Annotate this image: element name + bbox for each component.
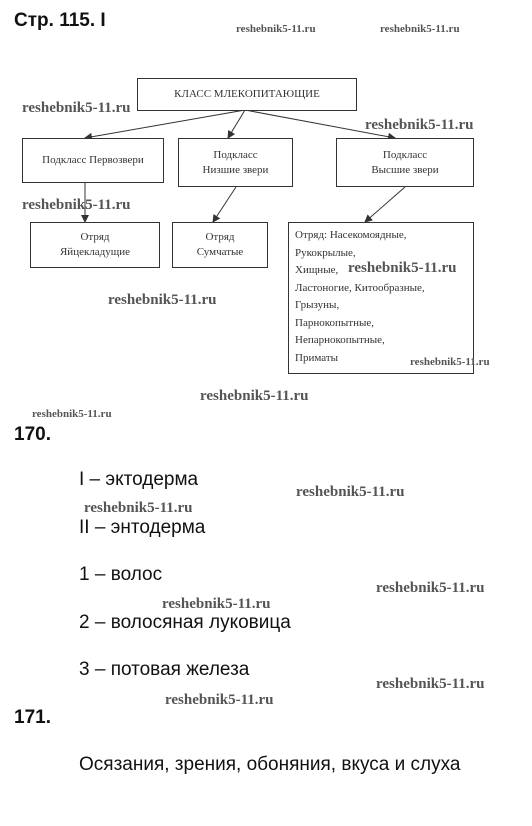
- watermark: reshebnik5-11.ru: [410, 356, 490, 368]
- arrow-subclass-2-to-order-2: [213, 187, 236, 222]
- order-3-line-3: Хищные,: [295, 264, 339, 276]
- task-170-item-1: I – эктодерма: [79, 469, 199, 490]
- order-3-line-1: Отряд: Насекомоядные,: [295, 229, 407, 241]
- watermark: reshebnik5-11.ru: [365, 117, 474, 133]
- diagram-order-1: [30, 222, 160, 268]
- task-171-answer: Осязания, зрения, обоняния, вкуса и слуха: [79, 754, 461, 775]
- watermark: reshebnik5-11.ru: [376, 580, 485, 596]
- page-title: Стр. 115. I: [14, 10, 106, 31]
- watermark: reshebnik5-11.ru: [32, 408, 112, 420]
- watermark: reshebnik5-11.ru: [380, 23, 460, 35]
- order-3-line-2: Рукокрылые,: [295, 246, 356, 259]
- watermark: reshebnik5-11.ru: [200, 388, 309, 404]
- watermark: reshebnik5-11.ru: [376, 676, 485, 692]
- subclass-3-line-1: Подкласс: [382, 148, 428, 161]
- order-3-line-6: Парнокопытные,: [295, 316, 374, 329]
- watermark: reshebnik5-11.ru: [108, 292, 217, 308]
- order-3-line-7: Непарнокопытные,: [295, 334, 385, 346]
- subclass-2-line-2: Низшие звери: [202, 163, 269, 176]
- task-170-number: 170.: [14, 424, 51, 445]
- task-170-item-2: II – энтодерма: [79, 517, 206, 538]
- diagram-root-label: КЛАСС МЛЕКОПИТАЮЩИЕ: [174, 88, 320, 100]
- watermark: reshebnik5-11.ru: [162, 596, 271, 612]
- order-3-line-8: Приматы: [295, 351, 339, 364]
- order-2-line-2: Сумчатые: [196, 246, 244, 258]
- task-170-item-5: 3 – потовая железа: [79, 659, 250, 680]
- order-3-line-5: Грызуны,: [295, 299, 340, 311]
- diagram-subclass-1: [22, 138, 164, 183]
- order-2-line-1: Отряд: [205, 231, 235, 243]
- watermark: reshebnik5-11.ru: [236, 23, 316, 35]
- watermark: reshebnik5-11.ru: [165, 692, 274, 708]
- task-170-item-4: 2 – волосяная луковица: [79, 612, 291, 633]
- diagram-subclass-2: [178, 138, 293, 187]
- watermark: reshebnik5-11.ru: [22, 100, 131, 116]
- order-1-line-2: Яйцекладущие: [59, 246, 131, 258]
- order-1-line-1: Отряд: [80, 231, 110, 243]
- diagram-order-3: [288, 222, 474, 374]
- subclass-1-line-1: Подкласс Первозвери: [42, 154, 144, 166]
- arrow-root-to-subclass-2: [228, 110, 245, 138]
- diagram-order-2: [172, 222, 268, 268]
- task-170-item-3: 1 – волос: [79, 564, 163, 585]
- subclass-3-line-2: Высшие звери: [371, 163, 439, 176]
- diagram-root-box: [137, 78, 357, 111]
- arrow-subclass-3-to-order-3: [365, 187, 405, 222]
- task-171-number: 171.: [14, 707, 51, 728]
- watermark: reshebnik5-11.ru: [84, 500, 193, 516]
- watermark: reshebnik5-11.ru: [296, 484, 405, 500]
- subclass-2-line-1: Подкласс: [213, 148, 258, 161]
- diagram-subclass-3: [336, 138, 474, 187]
- order-3-line-4: Ластоногие, Китообразные,: [295, 281, 425, 294]
- watermark: reshebnik5-11.ru: [348, 260, 457, 276]
- watermark: reshebnik5-11.ru: [22, 197, 131, 213]
